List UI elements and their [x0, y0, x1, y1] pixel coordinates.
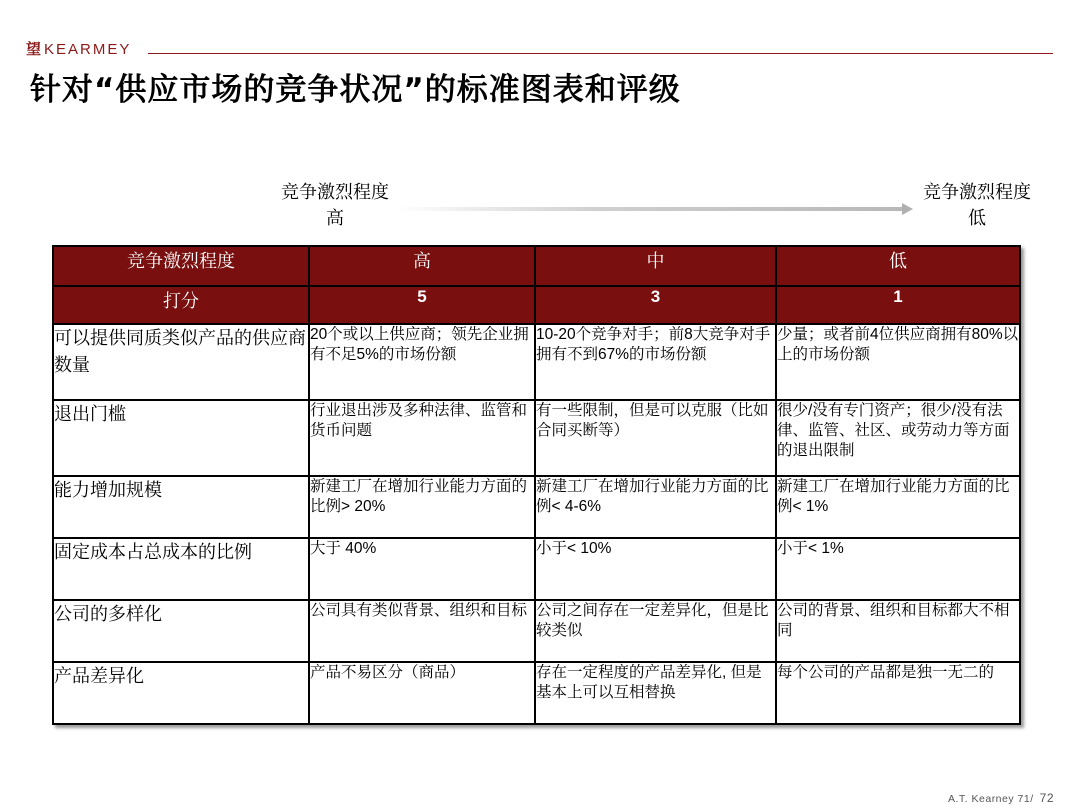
header-cell: 高: [309, 246, 535, 286]
header-cell: 竞争激烈程度: [53, 246, 309, 286]
table-row: [53, 600, 1020, 662]
scale-right-value: 低: [968, 208, 986, 229]
header-row-intensity: [53, 246, 1020, 286]
medium-cell: 10-20个竞争对手；前8大竞争对手拥有不到67%的市场份额: [535, 324, 776, 400]
medium-cell: 小于< 10%: [535, 538, 776, 600]
score-cell: 5: [309, 286, 535, 324]
high-cell: 公司具有类似背景、组织和目标: [309, 600, 535, 662]
header-row-score: [53, 286, 1020, 324]
footer-source: A.T. Kearney 71/: [948, 793, 1034, 805]
table-row: [53, 400, 1020, 476]
scale-left: [270, 180, 400, 232]
low-cell: 每个公司的产品都是独一无二的: [776, 662, 1020, 724]
footer: [948, 791, 1054, 805]
scale-right: [912, 180, 1042, 232]
criterion-cell: 产品差异化: [53, 662, 309, 724]
table-row: [53, 662, 1020, 724]
scale-left-label: 竞争激烈程度: [281, 182, 389, 203]
low-cell: 公司的背景、组织和目标都大不相同: [776, 600, 1020, 662]
score-cell: 3: [535, 286, 776, 324]
header-cell: 打分: [53, 286, 309, 324]
criterion-cell: 退出门槛: [53, 400, 309, 476]
medium-cell: 存在一定程度的产品差异化, 但是基本上可以互相替换: [535, 662, 776, 724]
scale-right-label: 竞争激烈程度: [923, 182, 1031, 203]
criterion-cell: 能力增加规模: [53, 476, 309, 538]
header-cell: 中: [535, 246, 776, 286]
high-cell: 行业退出涉及多种法律、监管和货币问题: [309, 400, 535, 476]
high-cell: 新建工厂在增加行业能力方面的比例> 20%: [309, 476, 535, 538]
criterion-cell: 固定成本占总成本的比例: [53, 538, 309, 600]
header-rule: [148, 53, 1053, 54]
low-cell: 很少/没有专门资产；很少/没有法律、监管、社区、或劳动力等方面的退出限制: [776, 400, 1020, 476]
scale-left-value: 高: [326, 208, 344, 229]
scale-arrow-shaft: [395, 207, 903, 211]
kearney-logo: [26, 38, 131, 59]
page-number: 72: [1039, 791, 1054, 805]
header-cell: 低: [776, 246, 1020, 286]
medium-cell: 有一些限制，但是可以克服（比如合同买断等）: [535, 400, 776, 476]
high-cell: 20个或以上供应商；领先企业拥有不足5%的市场份额: [309, 324, 535, 400]
medium-cell: 新建工厂在增加行业能力方面的比例< 4-6%: [535, 476, 776, 538]
criterion-cell: 公司的多样化: [53, 600, 309, 662]
page-title: 针对“供应市场的竞争状况”的标准图表和评级: [30, 72, 681, 108]
logo-text: KEARMEY: [44, 41, 132, 58]
table-row: [53, 476, 1020, 538]
table-row: [53, 324, 1020, 400]
high-cell: 产品不易区分（商品）: [309, 662, 535, 724]
low-cell: 小于< 1%: [776, 538, 1020, 600]
table-row: [53, 538, 1020, 600]
medium-cell: 公司之间存在一定差异化，但是比较类似: [535, 600, 776, 662]
rating-table: [52, 245, 1021, 725]
high-cell: 大于 40%: [309, 538, 535, 600]
low-cell: 少量；或者前4位供应商拥有80%以上的市场份额: [776, 324, 1020, 400]
logo-mark: 望: [26, 41, 44, 58]
low-cell: 新建工厂在增加行业能力方面的比例< 1%: [776, 476, 1020, 538]
criterion-cell: 可以提供同质类似产品的供应商数量: [53, 324, 309, 400]
score-cell: 1: [776, 286, 1020, 324]
scale-arrow: [395, 205, 913, 213]
